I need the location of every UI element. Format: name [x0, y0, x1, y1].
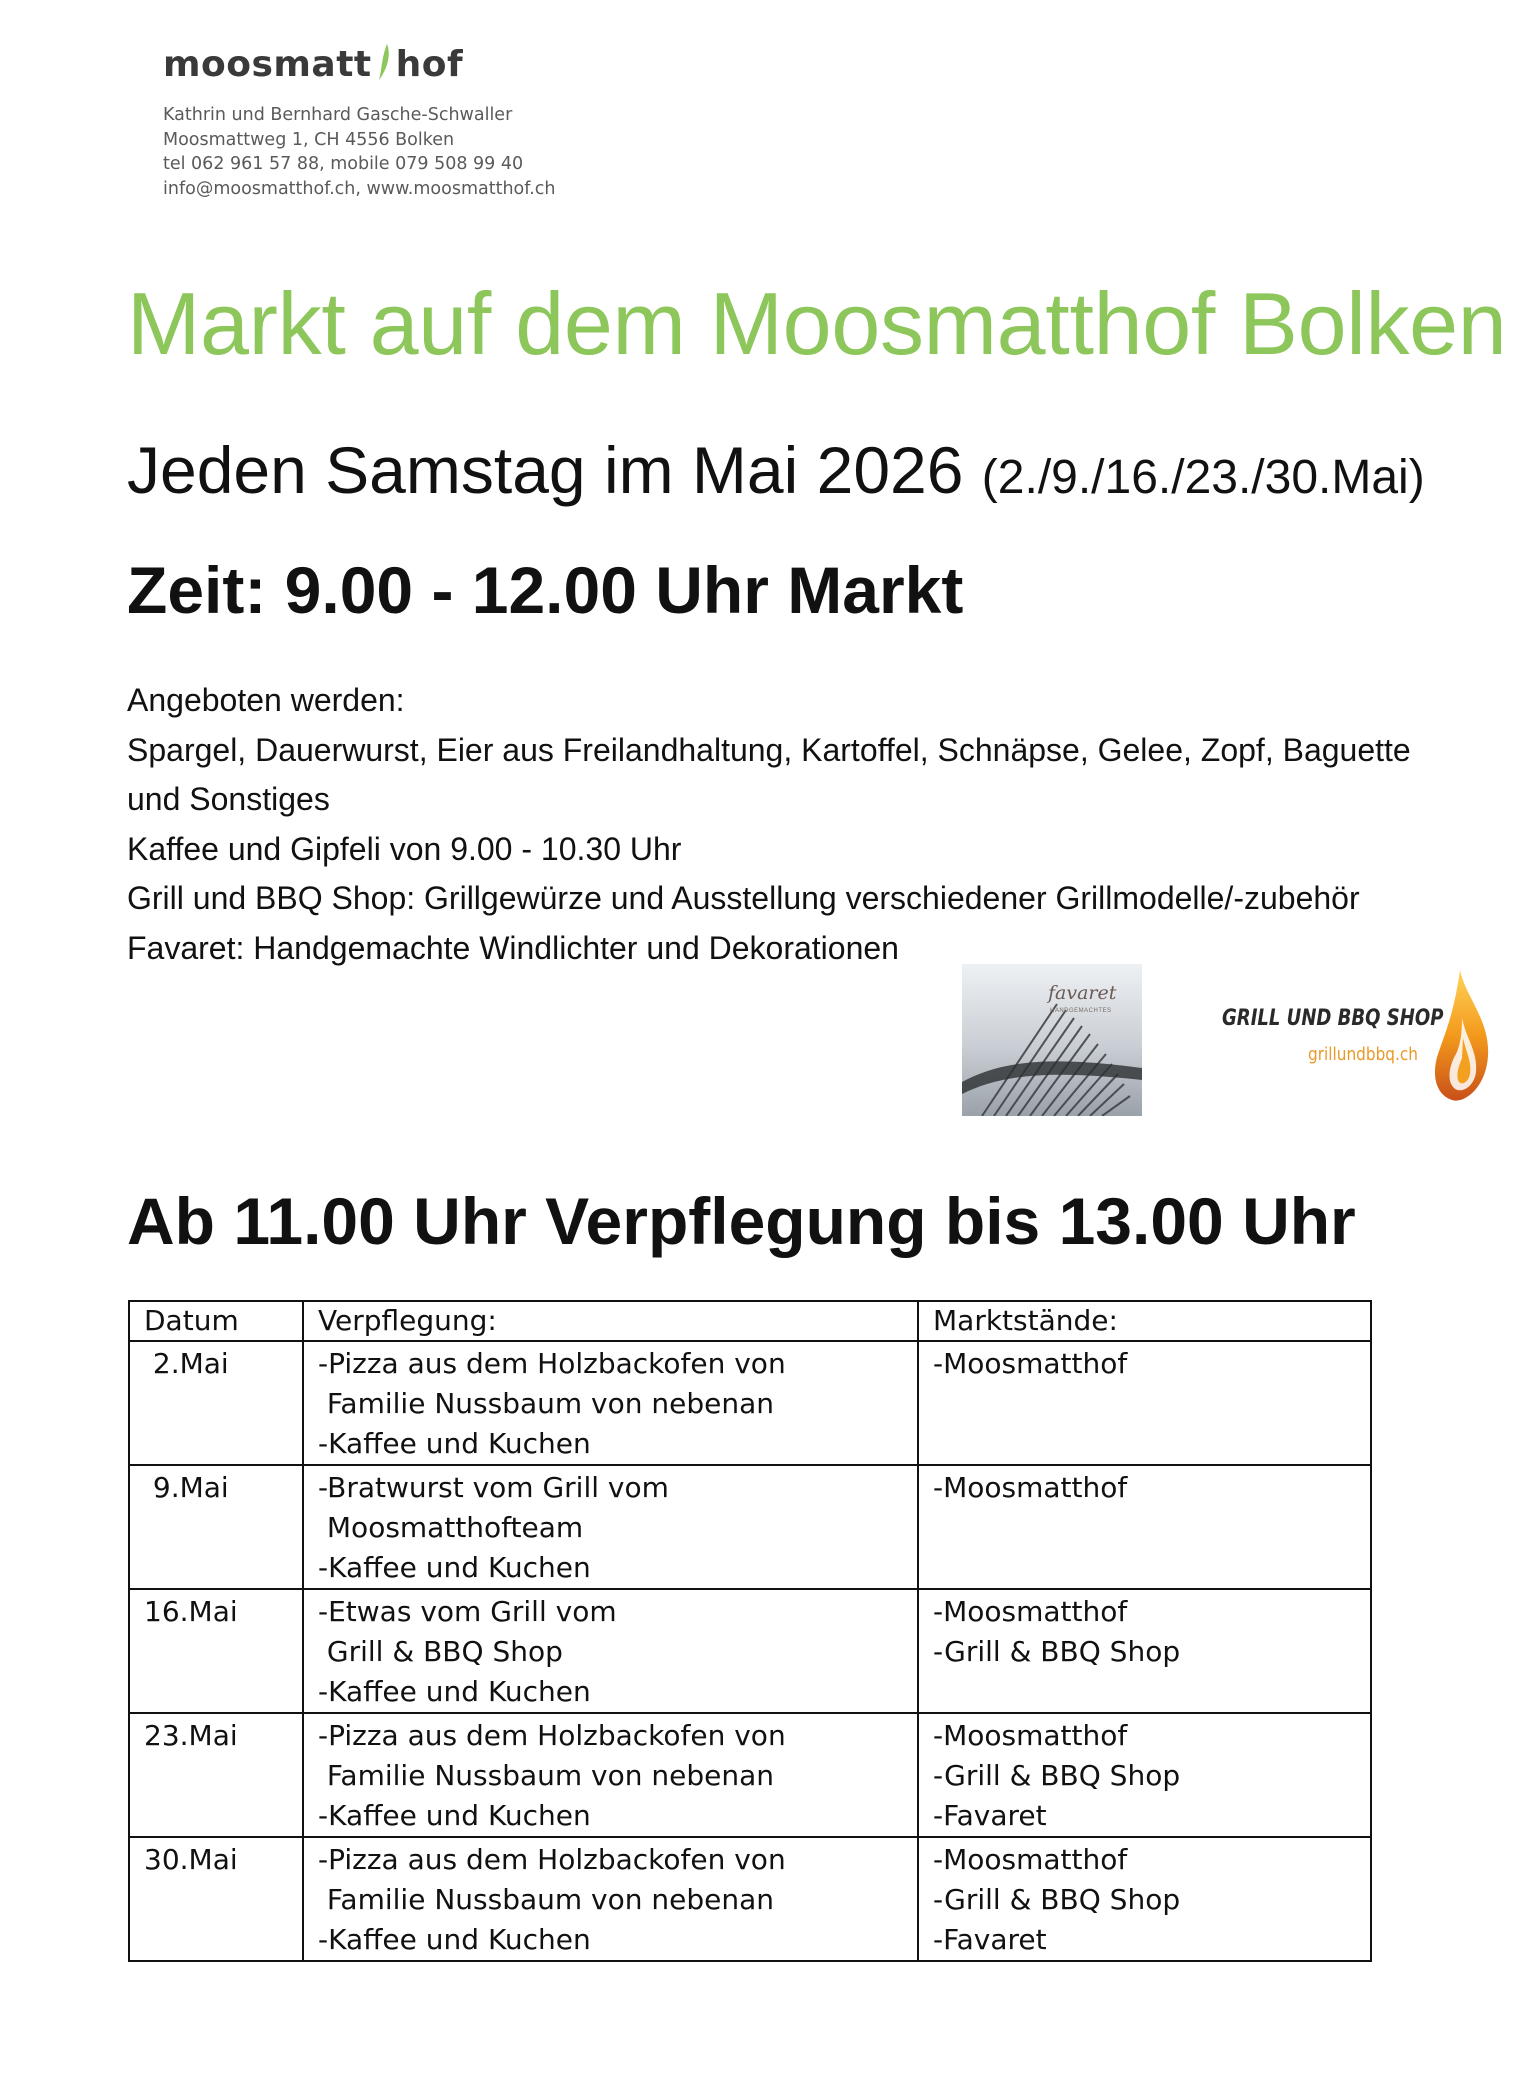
logo-wordmark-left: moosmatt — [163, 44, 372, 85]
date-cell — [129, 1341, 303, 1465]
stands-cell — [918, 1713, 1371, 1837]
catering-line: -Pizza aus dem Holzbackofen von — [318, 1719, 786, 1752]
catering-line: Moosmatthofteam — [318, 1511, 584, 1544]
stand-line: -Favaret — [933, 1923, 1047, 1956]
catering-line: -Kaffee und Kuchen — [318, 1923, 591, 1956]
table-row — [129, 1589, 1371, 1713]
favaret-logo — [962, 964, 1142, 1116]
leaf-icon — [376, 42, 392, 82]
stands-cell — [918, 1589, 1371, 1713]
subtitle-main: Jeden Samstag im Mai 2026 — [127, 433, 964, 507]
catering-line: -Kaffee und Kuchen — [318, 1551, 591, 1584]
table-row — [129, 1341, 1371, 1465]
offer-coffee: Kaffee und Gipfeli von 9.00 - 10.30 Uhr — [127, 830, 682, 867]
catering-cell — [303, 1465, 918, 1589]
stand-line: -Moosmatthof — [933, 1347, 1128, 1380]
stand-line: -Moosmatthof — [933, 1471, 1128, 1504]
catering-line: Familie Nussbaum von nebenan — [318, 1387, 775, 1420]
flame-icon — [1430, 968, 1494, 1106]
catering-cell — [303, 1837, 918, 1961]
date-cell — [129, 1589, 303, 1713]
date-cell — [129, 1713, 303, 1837]
contact-phone: tel 062 961 57 88, mobile 079 508 99 40 — [163, 154, 524, 174]
catering-line: -Kaffee und Kuchen — [318, 1675, 591, 1708]
date-text: 23.Mai — [144, 1719, 238, 1752]
contact-names: Kathrin und Bernhard Gasche-Schwaller — [163, 105, 513, 125]
stands-cell — [918, 1341, 1371, 1465]
table-row — [129, 1713, 1371, 1837]
moosmatthof-logo — [163, 44, 463, 94]
logo-wordmark-right: hof — [395, 44, 464, 85]
date-text: 9.Mai — [144, 1471, 229, 1504]
header-catering: Verpflegung: — [303, 1301, 918, 1341]
stands-cell — [918, 1837, 1371, 1961]
market-time-heading: Zeit: 9.00 - 12.00 Uhr Markt — [127, 553, 964, 627]
catering-cell — [303, 1713, 918, 1837]
stand-line: -Grill & BBQ Shop — [933, 1883, 1181, 1916]
favaret-wordmark: favaret — [1048, 982, 1117, 1004]
catering-line: -Pizza aus dem Holzbackofen von — [318, 1843, 786, 1876]
catering-cell — [303, 1589, 918, 1713]
favaret-tagline: HANDGEMACHTES — [1050, 1008, 1112, 1014]
stand-line: -Grill & BBQ Shop — [933, 1635, 1181, 1668]
offer-section — [127, 676, 1427, 973]
subtitle — [127, 432, 1425, 508]
date-text: 30.Mai — [144, 1843, 238, 1876]
grill-bbq-shop-logo — [1220, 968, 1500, 1108]
offer-favaret: Favaret: Handgemachte Windlichter und Dekorationen — [127, 929, 899, 966]
catering-heading: Ab 11.00 Uhr Verpflegung bis 13.00 Uhr — [127, 1184, 1356, 1258]
offer-intro: Angeboten werden: — [127, 682, 405, 718]
header-stands: Marktstände: — [918, 1301, 1371, 1341]
catering-line: Familie Nussbaum von nebenan — [318, 1883, 775, 1916]
catering-cell — [303, 1341, 918, 1465]
date-text: 2.Mai — [144, 1347, 229, 1380]
stand-line: -Favaret — [933, 1799, 1047, 1832]
stand-line: -Moosmatthof — [933, 1843, 1128, 1876]
catering-line: -Kaffee und Kuchen — [318, 1799, 591, 1832]
contact-email-web: info@moosmatthof.ch, www.moosmatthof.ch — [163, 178, 556, 199]
contact-address: Moosmattweg 1, CH 4556 Bolken — [163, 129, 455, 150]
date-cell — [129, 1837, 303, 1961]
catering-line: -Kaffee und Kuchen — [318, 1427, 591, 1460]
catering-line: Familie Nussbaum von nebenan — [318, 1759, 775, 1792]
bbq-logo-title: GRILL UND BBQ SHOP — [1222, 1006, 1444, 1031]
header-date: Datum — [129, 1301, 303, 1341]
stand-line: -Grill & BBQ Shop — [933, 1759, 1181, 1792]
stand-line: -Moosmatthof — [933, 1595, 1128, 1628]
page-title: Markt auf dem Moosmatthof Bolken — [127, 274, 1507, 373]
schedule-table — [128, 1300, 1372, 1962]
catering-line: -Bratwurst vom Grill vom — [318, 1471, 669, 1504]
date-cell — [129, 1465, 303, 1589]
stands-cell — [918, 1465, 1371, 1589]
subtitle-dates: (2./9./16./23./30.Mai) — [981, 451, 1425, 504]
catering-line: Grill & BBQ Shop — [318, 1635, 563, 1668]
table-row — [129, 1837, 1371, 1961]
catering-line: -Pizza aus dem Holzbackofen von — [318, 1347, 786, 1380]
date-text: 16.Mai — [144, 1595, 238, 1628]
table-header-row — [129, 1301, 1371, 1341]
stand-line: -Moosmatthof — [933, 1719, 1128, 1752]
catering-line: -Etwas vom Grill vom — [318, 1595, 617, 1628]
contact-block — [163, 103, 555, 201]
bbq-logo-url: grillundbbq.ch — [1308, 1044, 1418, 1065]
offer-bbq: Grill und BBQ Shop: Grillgewürze und Ausstellung verschiedener Grillmodelle/-zubehör — [127, 880, 1360, 916]
table-row — [129, 1465, 1371, 1589]
offer-products: Spargel, Dauerwurst, Eier aus Freilandhaltung, Kartoffel, Schnäpse, Gelee, Zopf, Baguette und Sonstiges — [127, 731, 1411, 817]
